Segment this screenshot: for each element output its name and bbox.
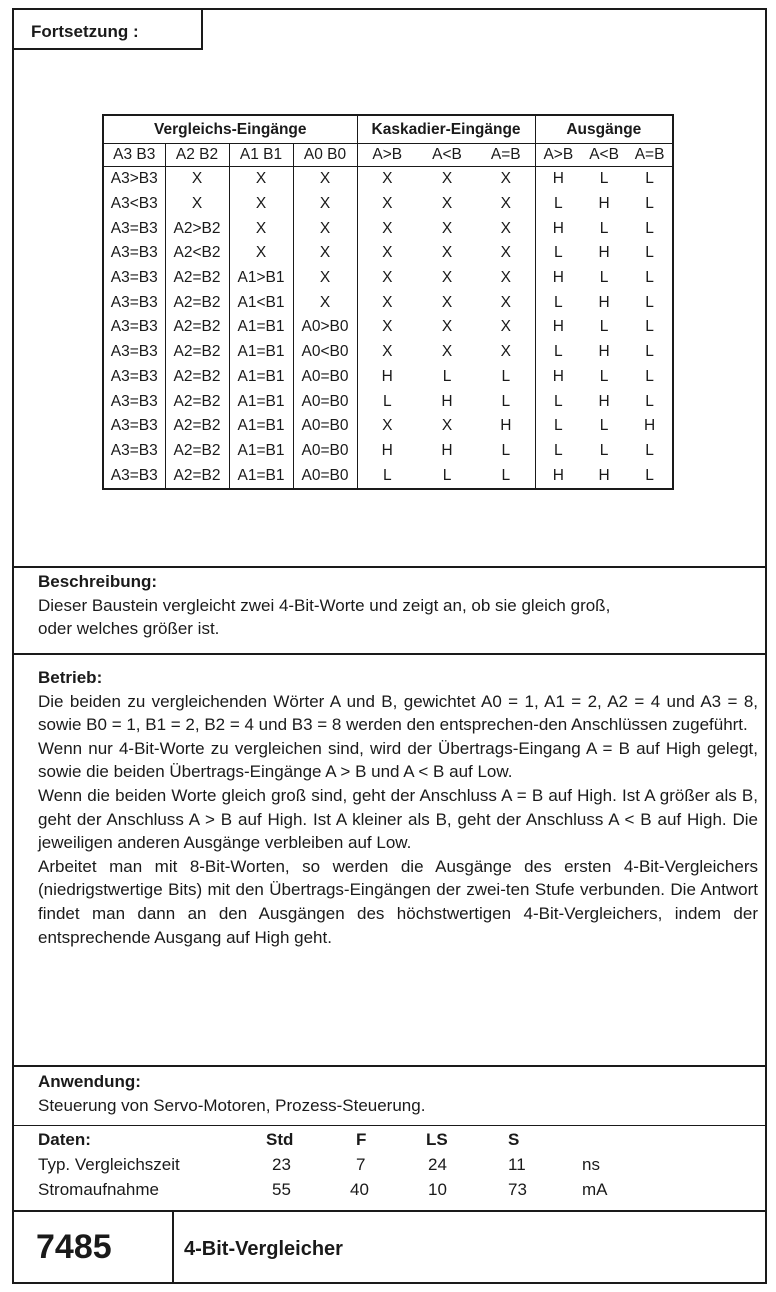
table-cell: X	[229, 167, 293, 192]
table-cell: L	[535, 414, 581, 439]
truth-table-body	[103, 167, 673, 489]
table-row	[103, 167, 673, 192]
divider	[14, 1125, 765, 1126]
table-cell: L	[357, 389, 417, 414]
table-cell: H	[535, 463, 581, 489]
column-header: A0 B0	[293, 144, 357, 167]
table-cell: L	[442, 466, 452, 484]
continuation-header	[14, 10, 203, 50]
table-cell: H	[598, 195, 610, 213]
table-cell: A3=B3	[110, 417, 158, 435]
daten-unit: mA	[582, 1180, 608, 1199]
beschreibung-line: oder welches größer ist.	[38, 619, 220, 639]
table-cell: L	[599, 417, 609, 435]
betrieb-paragraph: Wenn nur 4-Bit-Worte zu vergleichen sind, wird der Übertrags-Eingang A = B auf High gelegt, sowie die beiden Übertrags-Eingänge A > B und A < B auf Low.	[38, 738, 758, 782]
table-cell: X	[357, 315, 417, 340]
table-cell: H	[598, 392, 610, 410]
group-vergleichs-eingaenge: Vergleichs-Eingänge	[103, 115, 357, 144]
daten-value: 10	[428, 1180, 447, 1199]
table-cell: X	[441, 293, 453, 311]
daten-value: 73	[508, 1180, 527, 1199]
table-cell: X	[293, 266, 357, 291]
table-cell: L	[535, 241, 581, 266]
table-cell: L	[442, 367, 452, 385]
table-cell: X	[357, 167, 417, 192]
part-number: 7485	[36, 1228, 112, 1266]
table-cell: A1=B1	[229, 315, 293, 340]
table-cell: X	[357, 241, 417, 266]
column-header: A=B	[477, 144, 535, 167]
table-cell: A1=B1	[229, 414, 293, 439]
group-ausgaenge: Ausgänge	[535, 115, 673, 144]
table-cell: A2=B2	[165, 389, 229, 414]
divider	[14, 1065, 765, 1067]
anwendung-title: Anwendung:	[38, 1072, 141, 1091]
table-cell: L	[599, 367, 609, 385]
table-cell: H	[441, 441, 453, 459]
daten-value: 7	[356, 1155, 366, 1174]
table-cell: A3<B3	[110, 195, 158, 213]
table-cell: L	[645, 244, 654, 262]
table-cell: X	[500, 318, 511, 336]
table-cell: L	[645, 269, 654, 287]
table-cell: A2>B2	[165, 216, 229, 241]
column-header: A<B	[581, 144, 627, 167]
daten-row-label: Stromaufnahme	[38, 1180, 159, 1199]
table-cell: A3=B3	[110, 367, 158, 385]
table-cell: H	[535, 167, 581, 192]
table-row	[103, 439, 673, 464]
table-cell: X	[500, 170, 511, 188]
table-cell: X	[229, 216, 293, 241]
daten-col-s: S	[508, 1130, 520, 1149]
divider	[14, 653, 765, 655]
daten-col-ls: LS	[426, 1130, 448, 1149]
table-cell: A0=B0	[293, 439, 357, 464]
table-row	[103, 266, 673, 291]
table-cell: A2=B2	[165, 414, 229, 439]
table-cell: H	[598, 343, 610, 361]
table-cell: A0<B0	[293, 340, 357, 365]
table-cell: A3=B3	[110, 318, 158, 336]
table-cell: X	[500, 269, 511, 287]
table-cell: L	[535, 192, 581, 217]
table-cell: A0=B0	[293, 365, 357, 390]
table-cell: L	[599, 219, 609, 237]
beschreibung-line: Dieser Baustein vergleicht zwei 4-Bit-Worte und zeigt an, ob sie gleich groß,	[38, 595, 611, 615]
table-row	[103, 315, 673, 340]
daten-value: 23	[272, 1155, 291, 1174]
table-cell: X	[500, 343, 511, 361]
table-row	[103, 241, 673, 266]
table-cell: H	[598, 244, 610, 262]
table-cell: L	[645, 219, 654, 237]
part-number-box	[14, 1212, 174, 1284]
table-row	[103, 414, 673, 439]
table-cell: A1=B1	[229, 439, 293, 464]
table-cell: A3>B3	[110, 170, 158, 188]
table-cell: H	[643, 417, 656, 435]
table-row	[103, 340, 673, 365]
daten-value: 11	[508, 1155, 526, 1174]
daten-col-std: Std	[266, 1130, 294, 1149]
table-cell: H	[357, 365, 417, 390]
table-cell: L	[501, 367, 511, 385]
table-cell: L	[535, 340, 581, 365]
table-cell: X	[229, 241, 293, 266]
table-cell: A1>B1	[229, 266, 293, 291]
daten-value: 55	[272, 1180, 291, 1199]
table-cell: L	[645, 466, 654, 484]
table-cell: L	[501, 392, 511, 410]
daten-title: Daten:	[38, 1130, 91, 1149]
table-cell: H	[535, 216, 581, 241]
daten-value: 40	[350, 1180, 369, 1199]
anwendung-text: Steuerung von Servo-Motoren, Prozess-Steuerung.	[38, 1095, 426, 1115]
column-header: A>B	[535, 144, 581, 167]
betrieb-paragraph: Arbeitet man mit 8-Bit-Worten, so werden die Ausgänge des ersten 4-Bit-Vergleichers (niedrigstwertige Bits) mit den Übertrags-Eingängen der zwei-ten Stufe verbunden. Die Antwort findet man dann an den Ausgängen des höchstwertigen 4-Bit-Vergleichers, indem der entsprechende Ausgang auf High geht.	[38, 856, 758, 947]
table-cell: X	[165, 167, 229, 192]
table-cell: L	[501, 441, 511, 459]
table-cell: A3=B3	[110, 441, 158, 459]
table-cell: X	[357, 290, 417, 315]
table-row	[103, 216, 673, 241]
table-cell: A2=B2	[165, 290, 229, 315]
table-cell: A2=B2	[165, 315, 229, 340]
table-cell: X	[441, 244, 453, 262]
betrieb-paragraph: Wenn die beiden Worte gleich groß sind, geht der Anschluss A = B auf High. Ist A größer als B, geht der Anschluss A > B auf High. Ist A kleiner als B, geht der Anschluss A < B auf High. Die jeweiligen anderen Ausgänge verbleiben auf Low.	[38, 785, 758, 853]
betrieb-section	[38, 666, 758, 949]
daten-row	[38, 1155, 738, 1179]
table-cell: A2=B2	[165, 439, 229, 464]
daten-col-f: F	[356, 1130, 367, 1149]
divider	[14, 566, 765, 568]
table-cell: A2=B2	[165, 365, 229, 390]
table-cell: X	[441, 417, 453, 435]
table-cell: A0=B0	[293, 463, 357, 489]
beschreibung-section	[38, 570, 758, 641]
column-header: A1 B1	[229, 144, 293, 167]
table-cell: X	[293, 167, 357, 192]
betrieb-paragraph: Die beiden zu vergleichenden Wörter A und B, gewichtet A0 = 1, A1 = 2, A2 = 4 und A3 = 8, sowie B0 = 1, B1 = 2, B2 = 4 und B3 = 8 werden den entsprechen-den Anschlüssen zugeführt.	[38, 691, 758, 735]
daten-header-row	[38, 1130, 738, 1154]
table-cell: X	[229, 192, 293, 217]
table-cell: A3=B3	[110, 244, 158, 262]
table-cell: L	[645, 343, 654, 361]
truth-table	[102, 114, 674, 490]
table-cell: A1=B1	[229, 340, 293, 365]
column-header: A3 B3	[103, 144, 165, 167]
betrieb-title: Betrieb:	[38, 668, 103, 687]
table-cell: A0=B0	[293, 389, 357, 414]
table-cell: A2=B2	[165, 463, 229, 489]
table-cell: X	[293, 192, 357, 217]
table-cell: X	[441, 318, 453, 336]
table-cell: H	[535, 315, 581, 340]
part-title: 4-Bit-Vergleicher	[184, 1238, 343, 1260]
table-cell: H	[500, 417, 512, 435]
table-row	[103, 290, 673, 315]
table-cell: X	[500, 293, 511, 311]
table-cell: H	[535, 365, 581, 390]
table-cell: X	[441, 219, 453, 237]
table-cell: A3=B3	[110, 269, 158, 287]
table-cell: L	[357, 463, 417, 489]
table-row	[103, 389, 673, 414]
table-cell: L	[645, 441, 654, 459]
table-cell: X	[357, 340, 417, 365]
table-cell: L	[501, 466, 511, 484]
table-cell: A2<B2	[165, 241, 229, 266]
table-cell: X	[293, 290, 357, 315]
table-cell: H	[598, 293, 610, 311]
table-cell: X	[357, 192, 417, 217]
anwendung-section	[38, 1070, 758, 1117]
table-cell: L	[645, 195, 654, 213]
truth-table-group-header	[103, 115, 673, 144]
table-cell: L	[645, 392, 654, 410]
table-cell: L	[645, 170, 654, 188]
column-header: A2 B2	[165, 144, 229, 167]
table-cell: L	[535, 439, 581, 464]
table-cell: A3=B3	[110, 343, 158, 361]
table-cell: X	[357, 414, 417, 439]
truth-table-column-header	[103, 144, 673, 167]
table-cell: L	[599, 269, 609, 287]
table-cell: L	[535, 389, 581, 414]
table-cell: A1=B1	[229, 463, 293, 489]
table-cell: A0=B0	[293, 414, 357, 439]
table-cell: X	[500, 244, 511, 262]
table-cell: X	[293, 241, 357, 266]
table-cell: A1=B1	[229, 365, 293, 390]
table-cell: X	[165, 192, 229, 217]
table-cell: H	[441, 392, 453, 410]
table-cell: A3=B3	[110, 466, 158, 484]
table-cell: L	[645, 293, 654, 311]
table-cell: H	[357, 439, 417, 464]
daten-row-label: Typ. Vergleichszeit	[38, 1155, 180, 1174]
table-cell: X	[500, 195, 511, 213]
table-cell: H	[598, 466, 610, 484]
table-cell: X	[293, 216, 357, 241]
table-cell: A0>B0	[293, 315, 357, 340]
table-cell: A2=B2	[165, 266, 229, 291]
table-cell: X	[441, 170, 453, 188]
table-cell: L	[645, 318, 654, 336]
table-row	[103, 365, 673, 390]
table-cell: A3=B3	[110, 392, 158, 410]
table-cell: X	[441, 269, 453, 287]
table-cell: A1=B1	[229, 389, 293, 414]
table-cell: A2=B2	[165, 340, 229, 365]
continuation-label: Fortsetzung :	[31, 22, 139, 41]
table-cell: X	[357, 216, 417, 241]
table-cell: L	[599, 170, 609, 188]
table-cell: X	[441, 195, 453, 213]
table-cell: X	[357, 266, 417, 291]
table-row	[103, 463, 673, 489]
table-cell: L	[599, 441, 609, 459]
daten-unit: ns	[582, 1155, 600, 1174]
table-row	[103, 192, 673, 217]
daten-row	[38, 1180, 738, 1204]
column-header: A=B	[627, 144, 673, 167]
table-cell: A1<B1	[229, 290, 293, 315]
table-cell: H	[535, 266, 581, 291]
table-cell: A3=B3	[110, 293, 158, 311]
column-header: A>B	[357, 144, 417, 167]
table-cell: X	[500, 219, 511, 237]
group-kaskadier-eingaenge: Kaskadier-Eingänge	[357, 115, 535, 144]
beschreibung-title: Beschreibung:	[38, 572, 158, 591]
table-cell: L	[645, 367, 654, 385]
daten-value: 24	[428, 1155, 447, 1174]
table-cell: L	[599, 318, 609, 336]
datasheet-page	[12, 8, 767, 1284]
table-cell: L	[535, 290, 581, 315]
table-cell: X	[441, 343, 453, 361]
column-header: A<B	[417, 144, 477, 167]
table-cell: A3=B3	[110, 219, 158, 237]
